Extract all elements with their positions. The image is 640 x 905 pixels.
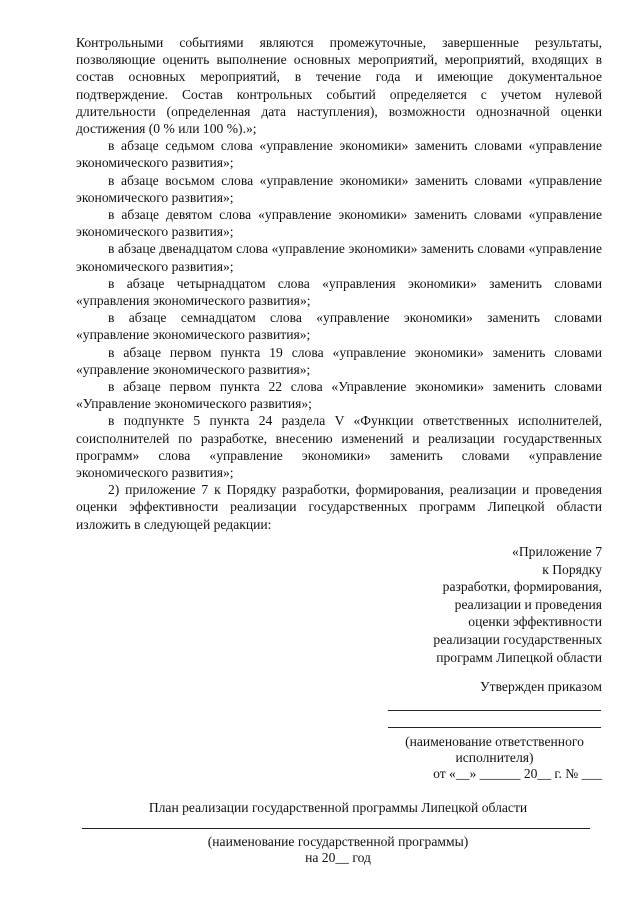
paragraph-amendment-17: в абзаце семнадцатом слова «управление экономики» заменить словами «управление экономического развития»;	[76, 310, 602, 343]
paragraph-amendment-12: в абзаце двенадцатом слова «управление экономики» заменить словами «управление экономического развития»;	[76, 241, 602, 274]
plan-year: на 20__ год	[305, 850, 371, 865]
paragraph-control-events: Контрольными событиями являются промежуточные, завершенные результаты, позволяющие оценить выполнение основных мероприятий, мероприятий, входящих в состав основных мероприятий, в течение года и имеющие документальное подтверждение. Состав контрольных событий определяется с учетом нулевой длительности (определенная дата наступления), возможности однозначной оценки достижения (0 % или 100 %).»;	[76, 35, 602, 137]
document-body	[76, 34, 602, 533]
annex-header	[342, 543, 602, 666]
annex-line: разработки, формирования,	[442, 579, 602, 595]
order-blank-line	[388, 727, 601, 728]
paragraph-amendment-p22: в абзаце первом пункта 22 слова «Управление экономики» заменить словами «Управление экономического развития»;	[76, 379, 602, 412]
paragraph-amendment-p19: в абзаце первом пункта 19 слова «управление экономики» заменить словами «управление экономического развития»;	[76, 344, 602, 377]
annex-line: программ Липецкой области	[436, 649, 602, 665]
plan-title: План реализации государственной программы Липецкой области	[148, 800, 528, 815]
executor-caption: (наименование ответственного исполнителя)	[405, 734, 584, 765]
paragraph-amendment-p24: в подпункте 5 пункта 24 раздела V «Функции ответственных исполнителей, соисполнителей по разработке, внесению изменений и реализации государственных программ» слова «управление экономики» заменить словами «управление экономического развития»;	[76, 413, 602, 481]
paragraph-annex-7: 2) приложение 7 к Порядку разработки, формирования, реализации и проведения оценки эффективности реализации государственных программ Липецкой области изложить в следующей редакции:	[76, 482, 602, 532]
annex-line: реализации и проведения	[454, 596, 602, 612]
paragraph-amendment-14: в абзаце четырнадцатом слова «управления экономики» заменить словами «управления экономического развития»;	[76, 275, 602, 309]
annex-line: к Порядку	[542, 561, 602, 577]
program-name-blank-line	[82, 828, 590, 829]
paragraph-amendment-9: в абзаце девятом слова «управление экономики» заменить словами «управление экономического развития»;	[76, 207, 602, 240]
annex-line: оценки эффективности	[468, 614, 602, 630]
program-name-caption: (наименование государственной программы)	[207, 834, 469, 849]
annex-line: реализации государственных	[433, 631, 602, 647]
approved-by-label: Утвержден приказом	[480, 679, 602, 694]
annex-line: «Приложение 7	[512, 544, 602, 559]
paragraph-amendment-7: в абзаце седьмом слова «управление экономики» заменить словами «управление экономического развития»;	[76, 138, 602, 171]
paragraph-amendment-8: в абзаце восьмом слова «управление экономики» заменить словами «управление экономического развития»;	[76, 172, 602, 205]
order-date-number: от «__» ______ 20__ г. № ___	[433, 766, 602, 781]
order-blank-line	[388, 710, 601, 711]
